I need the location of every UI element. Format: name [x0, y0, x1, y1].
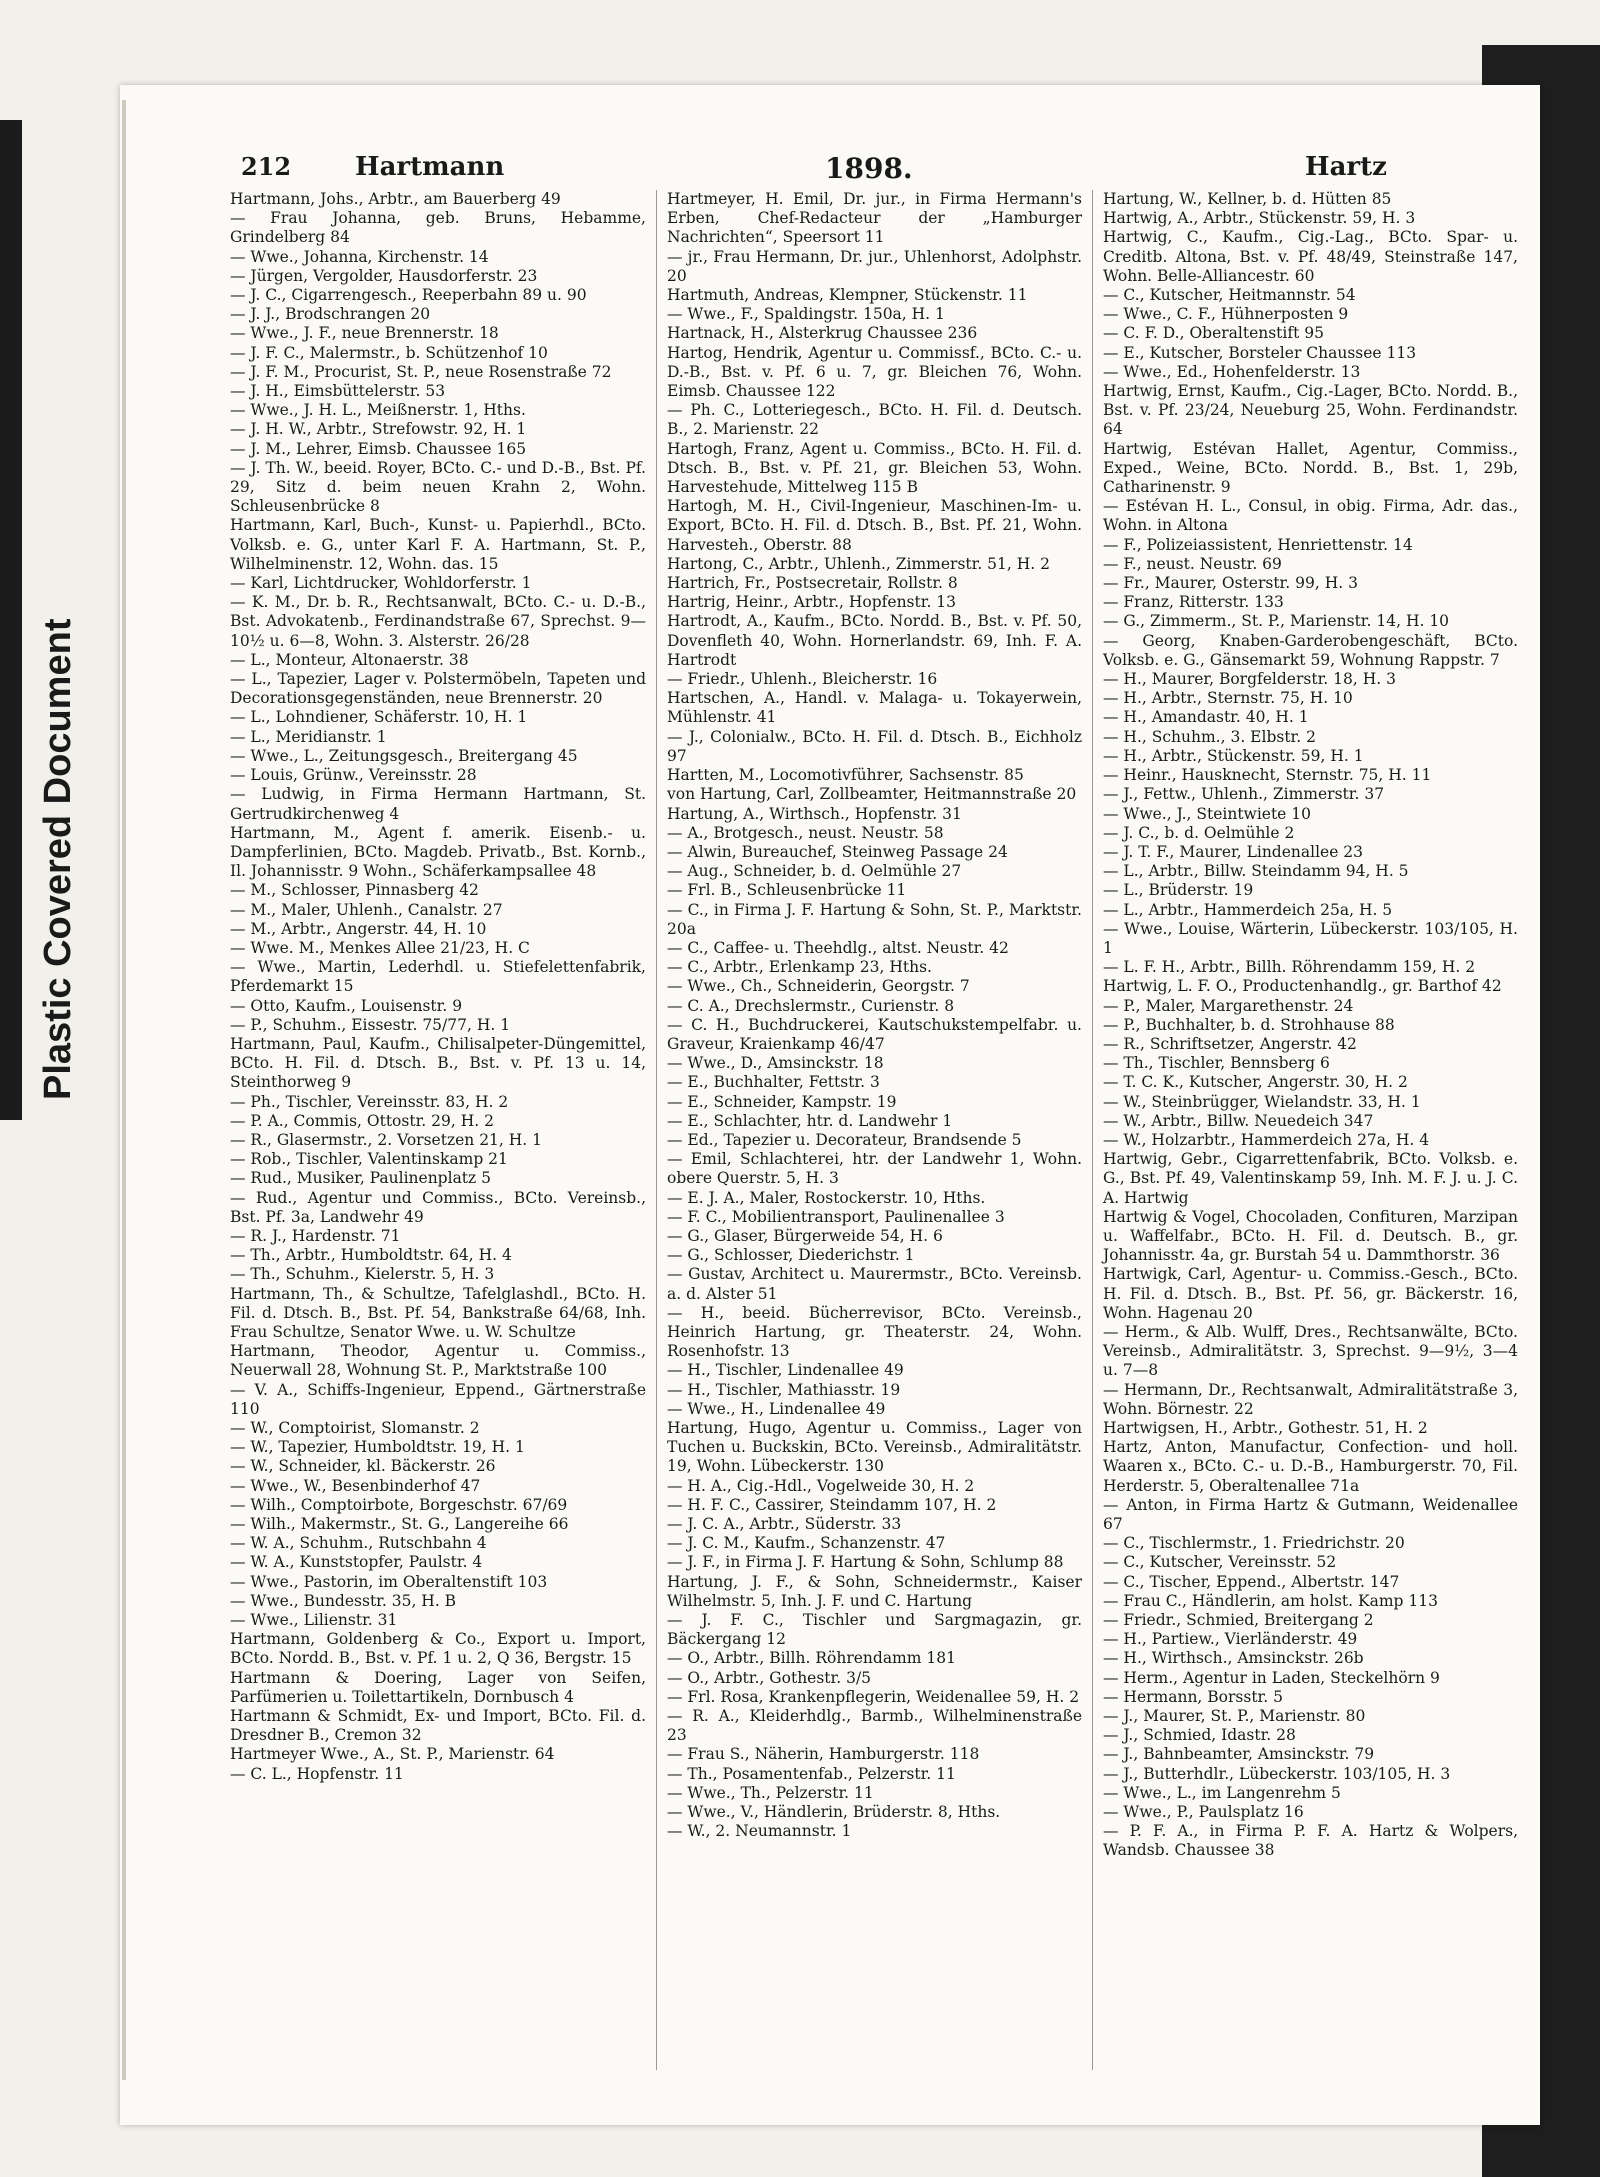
directory-columns — [220, 190, 1530, 2070]
directory-entry: — F., neust. Neustr. 69 — [1103, 554, 1282, 573]
page-edge — [122, 100, 126, 2080]
directory-entry: — Rob., Tischler, Valentinskamp 21 — [230, 1150, 508, 1169]
directory-entry: — J. T. F., Maurer, Lindenallee 23 — [1103, 842, 1364, 861]
directory-entry: — Frl. Rosa, Krankenpflegerin, Weidenallee 59, H. 2 — [667, 1687, 1080, 1706]
directory-entry: — H., Maurer, Borgfelderstr. 18, H. 3 — [1103, 670, 1396, 689]
directory-entry: — P. F. A., in Firma P. F. A. Hartz & Wolpers, Wandsb. Chaussee 38 — [1103, 1822, 1518, 1860]
directory-entry: — W., Steinbrügger, Wielandstr. 33, H. 1 — [1103, 1092, 1421, 1111]
directory-entry: — R., Schriftsetzer, Angerstr. 42 — [1103, 1034, 1357, 1053]
directory-entry: — J. J., Brodschrangen 20 — [230, 305, 431, 324]
directory-entry: — Wwe., Ed., Hohenfelderstr. 13 — [1103, 362, 1361, 381]
directory-entry: — C., Arbtr., Erlenkamp 23, Hths. — [667, 958, 932, 977]
directory-entry: Hartung, W., Kellner, b. d. Hütten 85 — [1103, 190, 1392, 208]
directory-entry: — G., Zimmerm., St. P., Marienstr. 14, H. 10 — [1103, 612, 1450, 631]
directory-entry: — J. C. A., Arbtr., Süderstr. 33 — [667, 1515, 902, 1534]
directory-entry: Hartwig & Vogel, Chocoladen, Confituren, Marzipan u. Waffelfabr., BCto. H. Fil. d. Deutsch. B., gr. Johannisstr. 4a, gr. Burstah 54 u. Dammthorstr. 36 — [1103, 1207, 1518, 1265]
directory-entry: — O., Arbtr., Billh. Röhrendamm 181 — [667, 1649, 956, 1668]
directory-entry: Hartrig, Heinr., Arbtr., Hopfenstr. 13 — [667, 593, 957, 612]
directory-entry: — R., Glasermstr., 2. Vorsetzen 21, H. 1 — [230, 1130, 543, 1149]
directory-entry: — Wwe., Lilienstr. 31 — [230, 1611, 398, 1630]
directory-entry: — F., Polizeiassistent, Henriettenstr. 14 — [1103, 535, 1413, 554]
directory-entry: — Th., Posamentenfab., Pelzerstr. 11 — [667, 1764, 956, 1783]
directory-entry: Hartmeyer Wwe., A., St. P., Marienstr. 64 — [230, 1745, 555, 1764]
directory-entry: — L. F. H., Arbtr., Billh. Röhrendamm 159, H. 2 — [1103, 958, 1476, 977]
directory-entry: Hartwig, C., Kaufm., Cig.-Lag., BCto. Spar- u. Creditb. Altona, Bst. v. Pf. 48/49, Steinstraße 147, Wohn. Belle-Alliancestr. 60 — [1103, 228, 1518, 285]
column-right — [1092, 190, 1528, 2070]
directory-entry: Hartwig, L. F. O., Productenhandlg., gr. Barthof 42 — [1103, 977, 1502, 996]
directory-entry: — J. C., b. d. Oelmühle 2 — [1103, 823, 1295, 842]
directory-entry: — Wwe., J. F., neue Brennerstr. 18 — [230, 324, 499, 343]
directory-entry: — C. F. D., Oberaltenstift 95 — [1103, 324, 1324, 343]
directory-entry: — Herm., Agentur in Laden, Steckelhörn 9 — [1103, 1668, 1440, 1687]
directory-entry: — Herm., & Alb. Wulff, Dres., Rechtsanwälte, BCto. Vereinsb., Admiralitätstr. 3, Sprechst. 9—9½, 3—4 u. 7—8 — [1103, 1322, 1518, 1380]
directory-entry: — Ph., Tischler, Vereinsstr. 83, H. 2 — [230, 1092, 509, 1111]
directory-entry: — Friedr., Schmied, Breitergang 2 — [1103, 1611, 1374, 1630]
directory-entry: — J., Colonialw., BCto. H. Fil. d. Dtsch. B., Eichholz 97 — [667, 727, 1082, 765]
directory-entry: — Jürgen, Vergolder, Hausdorferstr. 23 — [230, 266, 538, 285]
directory-entry: — Heinr., Hausknecht, Sternstr. 75, H. 11 — [1103, 766, 1432, 785]
directory-entry: Hartmann, Karl, Buch-, Kunst- u. Papierhdl., BCto. Volksb. e. G., unter Karl F. A. Hartmann, St. P., Wilhelminenstr. 12, Wohn. das. 15 — [230, 516, 646, 573]
directory-entry: — Hermann, Dr., Rechtsanwalt, Admiralitätstraße 3, Wohn. Börnestr. 22 — [1103, 1380, 1518, 1418]
left-running-head: Hartmann — [355, 152, 505, 182]
directory-entry: — C., Caffee- u. Theehdlg., altst. Neustr. 42 — [667, 938, 1009, 957]
directory-entry: — J., Bahnbeamter, Amsinckstr. 79 — [1103, 1745, 1375, 1764]
directory-entry: — W., Comptoirist, Slomanstr. 2 — [230, 1419, 480, 1437]
directory-entry: — Wilh., Makermstr., St. G., Langereihe 66 — [230, 1515, 569, 1534]
directory-entry: — H. F. C., Cassirer, Steindamm 107, H. 2 — [667, 1495, 997, 1514]
directory-entry: — J. H., Eimsbüttelerstr. 53 — [230, 382, 446, 401]
directory-entry: Hartung, Hugo, Agentur u. Commiss., Lager von Tuchen u. Buckskin, BCto. Vereinsb., Admiralitätstr. 19, Wohn. Lübeckerstr. 130 — [667, 1419, 1082, 1476]
directory-entry: — T. C. K., Kutscher, Angerstr. 30, H. 2 — [1103, 1073, 1408, 1092]
directory-entry: Hartogh, Franz, Agent u. Commiss., BCto. H. Fil. d. Dtsch. B., Bst. v. Pf. 21, gr. Bleichen 53, Wohn. Harvestehude, Mittelweg 115 B — [667, 439, 1082, 497]
directory-entry: — W. A., Schuhm., Rutschbahn 4 — [230, 1534, 487, 1553]
side-label-band — [0, 120, 22, 1120]
directory-entry: Hartmann, Goldenberg & Co., Export u. Import, BCto. Nordd. B., Bst. v. Pf. 1 u. 2, Q 36, Bergstr. 15 — [230, 1630, 646, 1668]
directory-entry: — J. H. W., Arbtr., Strefowstr. 92, H. 1 — [230, 420, 527, 439]
directory-entry: — Aug., Schneider, b. d. Oelmühle 27 — [667, 862, 962, 881]
directory-entry: — Karl, Lichtdrucker, Wohldorferstr. 1 — [230, 574, 532, 593]
directory-entry: Hartwig, Ernst, Kaufm., Cig.-Lager, BCto. Nordd. B., Bst. v. Pf. 23/24, Neueburg 25, Wohn. Ferdinandstr. 64 — [1103, 382, 1518, 439]
directory-entry: Hartmann, Theodor, Agentur u. Commiss., Neuerwall 28, Wohnung St. P., Marktstraße 100 — [230, 1342, 646, 1380]
directory-entry: — R. A., Kleiderhdlg., Barmb., Wilhelminenstraße 23 — [667, 1707, 1082, 1745]
directory-entry: — L., Tapezier, Lager v. Polstermöbeln, Tapeten und Decorationsgegenständen, neue Brennerstr. 20 — [230, 670, 646, 708]
directory-entry: — C., Kutscher, Vereinsstr. 52 — [1103, 1553, 1337, 1572]
directory-entry: — Otto, Kaufm., Louisenstr. 9 — [230, 996, 463, 1015]
directory-entry: — K. M., Dr. b. R., Rechtsanwalt, BCto. C.- u. D.-B., Bst. Advokatenb., Ferdinandstraße 67, Sprechst. 9—10½ u. 6—8, Wohn. 3. Alsterstr. 26/28 — [230, 593, 646, 650]
column-left — [220, 190, 656, 2070]
side-label-text: Plastic Covered Document — [37, 618, 79, 1100]
directory-entry: — P., Buchhalter, b. d. Strohhause 88 — [1103, 1015, 1395, 1034]
directory-entry: — C., in Firma J. F. Hartung & Sohn, St. P., Marktstr. 20a — [667, 900, 1082, 938]
directory-entry: Hartung, A., Wirthsch., Hopfenstr. 31 — [667, 804, 962, 823]
directory-entry: Hartwig, A., Arbtr., Stückenstr. 59, H. 3 — [1103, 209, 1416, 228]
directory-entry: — M., Schlosser, Pinnasberg 42 — [230, 881, 479, 900]
directory-entry: — Anton, in Firma Hartz & Gutmann, Weidenallee 67 — [1103, 1495, 1518, 1534]
directory-entry: — J. F. M., Procurist, St. P., neue Rosenstraße 72 — [230, 362, 612, 381]
directory-entry: — Rud., Agentur und Commiss., BCto. Vereinsb., Bst. Pf. 3a, Landwehr 49 — [230, 1188, 646, 1226]
directory-entry: — Wwe. M., Menkes Allee 21/23, H. C — [230, 938, 530, 957]
directory-entry: — J., Fettw., Uhlenh., Zimmerstr. 37 — [1103, 785, 1385, 804]
directory-entry: Hartmeyer, H. Emil, Dr. jur., in Firma Hermann's Erben, Chef-Redacteur der „Hamburger Nachrichten“, Speersort 11 — [667, 190, 1082, 247]
directory-entry: — Th., Tischler, Bennsberg 6 — [1103, 1054, 1330, 1073]
directory-entry: — Wwe., Th., Pelzerstr. 11 — [667, 1783, 874, 1802]
directory-entry: — J. F., in Firma J. F. Hartung & Sohn, Schlump 88 — [667, 1553, 1064, 1572]
directory-entry: — L., Arbtr., Hammerdeich 25a, H. 5 — [1103, 900, 1393, 919]
directory-entry: — L., Monteur, Altonaerstr. 38 — [230, 650, 469, 669]
directory-entry: Hartmann, Th., & Schultze, Tafelglashdl., BCto. H. Fil. d. Dtsch. B., Bst. Pf. 54, Bankstraße 64/68, Inh. Frau Schultze, Senator Wwe. u. W. Schultze — [230, 1284, 646, 1341]
directory-entry: — W., 2. Neumannstr. 1 — [667, 1822, 852, 1841]
directory-entry: — J., Butterhdlr., Lübeckerstr. 103/105, H. 3 — [1103, 1764, 1451, 1783]
directory-entry: — E., Buchhalter, Fettstr. 3 — [667, 1073, 880, 1092]
directory-entry: — Wilh., Comptoirbote, Borgeschstr. 67/69 — [230, 1495, 568, 1514]
directory-entry: Hartmann, M., Agent f. amerik. Eisenb.- u. Dampferlinien, BCto. Magdeb. Privatb., Bst. Kornb., Il. Johannisstr. 9 Wohn., Schäferkampsallee 48 — [230, 823, 646, 881]
directory-entry: — Rud., Musiker, Paulinenplatz 5 — [230, 1169, 491, 1188]
directory-entry: Hartz, Anton, Manufactur, Confection- und holl. Waaren x., BCto. C.- u. D.-B., Hamburgerstr. 70, Fil. Herderstr. 5, Oberaltenallee 71a — [1103, 1438, 1518, 1495]
directory-entry: — Hermann, Borsstr. 5 — [1103, 1687, 1283, 1706]
directory-entry: Hartog, Hendrik, Agentur u. Commissf., BCto. C.- u. D.-B., Bst. v. Pf. 6 u. 7, gr. Bleichen 76, Wohn. Eimsb. Chaussee 122 — [667, 343, 1082, 401]
directory-entry: von Hartung, Carl, Zollbeamter, Heitmannstraße 20 — [667, 785, 1077, 804]
directory-entry: — Wwe., D., Amsinckstr. 18 — [667, 1054, 884, 1073]
directory-entry: — C. A., Drechslermstr., Curienstr. 8 — [667, 996, 955, 1015]
directory-entry: — Wwe., W., Besenbinderhof 47 — [230, 1476, 481, 1495]
directory-entry: — Friedr., Uhlenh., Bleicherstr. 16 — [667, 670, 938, 689]
directory-entry: — E., Schlachter, htr. d. Landwehr 1 — [667, 1111, 953, 1130]
directory-entry: Hartwig, Gebr., Cigarrettenfabrik, BCto. Volksb. e. G., Bst. Pf. 49, Valentinskamp 59, Inh. M. F. J. u. J. C. A. Hartwig — [1103, 1150, 1518, 1207]
directory-entry: — H., Arbtr., Sternstr. 75, H. 10 — [1103, 689, 1353, 708]
directory-entry: — Wwe., Johanna, Kirchenstr. 14 — [230, 247, 489, 266]
directory-entry: — H., Tischler, Lindenallee 49 — [667, 1361, 904, 1380]
directory-entry: — Emil, Schlachterei, htr. der Landwehr 1, Wohn. obere Querstr. 5, H. 3 — [667, 1150, 1082, 1188]
directory-entry: — J. F. C., Malermstr., b. Schützenhof 10 — [230, 343, 548, 362]
directory-entry: — J., Schmied, Idastr. 28 — [1103, 1726, 1296, 1745]
directory-entry: — J. Th. W., beeid. Royer, BCto. C.- und D.-B., Bst. Pf. 29, Sitz d. beim neuen Krahn 2, Wohn. Schleusenbrücke 8 — [230, 458, 646, 516]
directory-entry: Hartwigsen, H., Arbtr., Gothestr. 51, H. 2 — [1103, 1419, 1428, 1437]
directory-entry: — H. A., Cig.-Hdl., Vogelweide 30, H. 2 — [667, 1476, 975, 1495]
directory-entry: Hartmann, Paul, Kaufm., Chilisalpeter-Düngemittel, BCto. H. Fil. d. Dtsch. B., Bst. v. Pf. 13 u. 14, Steinthorweg 9 — [230, 1034, 646, 1092]
directory-entry: — G., Schlosser, Diederichstr. 1 — [667, 1246, 915, 1265]
directory-entry: — C., Tischlermstr., 1. Friedrichstr. 20 — [1103, 1534, 1405, 1553]
directory-entry: Hartten, M., Locomotivführer, Sachsenstr. 85 — [667, 766, 1024, 785]
directory-entry: — Wwe., J. H. L., Meißnerstr. 1, Hths. — [230, 401, 526, 420]
directory-entry: — J., Maurer, St. P., Marienstr. 80 — [1103, 1707, 1366, 1726]
directory-entry: — P., Maler, Margarethenstr. 24 — [1103, 996, 1354, 1015]
directory-entry: — Estévan H. L., Consul, in obig. Firma, Adr. das., Wohn. in Altona — [1103, 497, 1518, 535]
directory-entry: Hartung, J. F., & Sohn, Schneidermstr., Kaiser Wilhelmstr. 5, Inh. J. F. und C. Hartung — [667, 1572, 1082, 1610]
directory-entry: — Alwin, Bureauchef, Steinweg Passage 24 — [667, 842, 1008, 861]
directory-entry: — Louis, Grünw., Vereinsstr. 28 — [230, 766, 477, 785]
directory-entry: — Wwe., C. F., Hühnerposten 9 — [1103, 305, 1349, 324]
directory-entry: Hartmann & Doering, Lager von Seifen, Parfümerien u. Toilettartikeln, Dornbusch 4 — [230, 1668, 646, 1706]
directory-entry: — P. A., Commis, Ottostr. 29, H. 2 — [230, 1111, 494, 1130]
directory-entry: — Wwe., H., Lindenallee 49 — [667, 1399, 886, 1418]
directory-entry: — C., Tischer, Eppend., Albertstr. 147 — [1103, 1572, 1400, 1591]
directory-entry: — C. H., Buchdruckerei, Kautschukstempelfabr. u. Graveur, Kraienkamp 46/47 — [667, 1015, 1082, 1053]
directory-entry: — G., Glaser, Bürgerweide 54, H. 6 — [667, 1226, 943, 1245]
directory-entry: — Wwe., J., Steintwiete 10 — [1103, 804, 1312, 823]
directory-entry: — Gustav, Architect u. Maurermstr., BCto. Vereinsb. a. d. Alster 51 — [667, 1265, 1082, 1303]
directory-entry: — Wwe., L., Zeitungsgesch., Breitergang 45 — [230, 746, 578, 765]
directory-entry: — W., Arbtr., Billw. Neuedeich 347 — [1103, 1111, 1374, 1130]
directory-entry: Hartmann & Schmidt, Ex- und Import, BCto. Fil. d. Dresdner B., Cremon 32 — [230, 1707, 646, 1745]
page-header — [135, 152, 1525, 188]
directory-entry: — Wwe., Martin, Lederhdl. u. Stiefelettenfabrik, Pferdemarkt 15 — [230, 958, 646, 996]
directory-entry: — R. J., Hardenstr. 71 — [230, 1226, 401, 1245]
directory-entry: — jr., Frau Hermann, Dr. jur., Uhlenhorst, Adolphstr. 20 — [667, 247, 1082, 285]
directory-entry: — J. F. C., Tischler und Sargmagazin, gr. Bäckergang 12 — [667, 1611, 1082, 1649]
directory-entry: Hartnack, H., Alsterkrug Chaussee 236 — [667, 324, 978, 343]
directory-entry: — L., Lohndiener, Schäferstr. 10, H. 1 — [230, 708, 528, 727]
directory-entry: — H., Schuhm., 3. Elbstr. 2 — [1103, 727, 1316, 746]
directory-entry: Hartmuth, Andreas, Klempner, Stückenstr. 11 — [667, 286, 1028, 305]
directory-entry: — M., Arbtr., Angerstr. 44, H. 10 — [230, 919, 487, 938]
directory-entry: — Georg, Knaben-Garderobengeschäft, BCto. Volksb. e. G., Gänsemarkt 59, Wohnung Rappstr. 7 — [1103, 631, 1518, 669]
directory-entry: — H., beeid. Bücherrevisor, BCto. Vereinsb., Heinrich Hartung, gr. Theaterstr. 24, Wohn. Rosenhofstr. 13 — [667, 1303, 1082, 1361]
directory-entry: — H., Tischler, Mathiasstr. 19 — [667, 1380, 901, 1399]
directory-entry: — L., Meridianstr. 1 — [230, 727, 387, 746]
directory-entry: — Franz, Ritterstr. 133 — [1103, 593, 1284, 612]
directory-entry: — C., Kutscher, Heitmannstr. 54 — [1103, 286, 1356, 305]
directory-entry: Hartrodt, A., Kaufm., BCto. Nordd. B., Bst. v. Pf. 50, Dovenfleth 40, Wohn. Hornerlandstr. 69, Inh. F. A. Hartrodt — [667, 612, 1082, 669]
side-label — [0, 120, 110, 1120]
directory-entry: — Wwe., Pastorin, im Oberaltenstift 103 — [230, 1572, 548, 1591]
directory-entry: — A., Brotgesch., neust. Neustr. 58 — [667, 823, 944, 842]
directory-entry: — W., Tapezier, Humboldtstr. 19, H. 1 — [230, 1438, 525, 1457]
page-number: 212 — [241, 152, 292, 181]
column-middle — [656, 190, 1092, 2070]
directory-entry: — M., Maler, Uhlenh., Canalstr. 27 — [230, 900, 503, 919]
directory-entry: — Fr., Maurer, Osterstr. 99, H. 3 — [1103, 574, 1358, 593]
directory-entry: — Wwe., V., Händlerin, Brüderstr. 8, Hths. — [667, 1803, 1001, 1822]
directory-entry: — Th., Arbtr., Humboldtstr. 64, H. 4 — [230, 1246, 512, 1265]
directory-entry: — J. C., Cigarrengesch., Reeperbahn 89 u. 90 — [230, 286, 587, 305]
directory-entry: — W., Schneider, kl. Bäckerstr. 26 — [230, 1457, 496, 1476]
directory-entry: — V. A., Schiffs-Ingenieur, Eppend., Gärtnerstraße 110 — [230, 1380, 646, 1418]
directory-entry: — J. C. M., Kaufm., Schanzenstr. 47 — [667, 1534, 946, 1553]
directory-entry: Hartwig, Estévan Hallet, Agentur, Commiss., Exped., Weine, BCto. Nordd. B., Bst. 1, 29b, Catharinenstr. 9 — [1103, 439, 1518, 497]
directory-entry: — Frau S., Näherin, Hamburgerstr. 118 — [667, 1745, 980, 1764]
directory-entry: — Frl. B., Schleusenbrücke 11 — [667, 881, 907, 900]
directory-entry: Hartogh, M. H., Civil-Ingenieur, Maschinen-Im- u. Export, BCto. H. Fil. d. Dtsch. B., Bst. Pf. 21, Wohn. Harvesteh., Oberstr. 88 — [667, 497, 1082, 554]
directory-entry: — Wwe., Louise, Wärterin, Lübeckerstr. 103/105, H. 1 — [1103, 919, 1518, 957]
directory-entry: — Ph. C., Lotteriegesch., BCto. H. Fil. d. Deutsch. B., 2. Marienstr. 22 — [667, 401, 1082, 439]
directory-entry: — Wwe., P., Paulsplatz 16 — [1103, 1803, 1304, 1822]
directory-entry: — Ludwig, in Firma Hermann Hartmann, St. Gertrudkirchenweg 4 — [230, 785, 646, 823]
directory-entry: — H., Amandastr. 40, H. 1 — [1103, 708, 1309, 727]
directory-entry: — H., Partiew., Vierländerstr. 49 — [1103, 1630, 1358, 1649]
directory-entry: — E., Schneider, Kampstr. 19 — [667, 1092, 897, 1111]
directory-entry: — Wwe., Bundesstr. 35, H. B — [230, 1591, 457, 1610]
directory-entry: — P., Schuhm., Eissestr. 75/77, H. 1 — [230, 1015, 511, 1034]
directory-entry: Hartmann, Johs., Arbtr., am Bauerberg 49 — [230, 190, 561, 208]
directory-entry: — H., Arbtr., Stückenstr. 59, H. 1 — [1103, 746, 1364, 765]
directory-entry: — L., Arbtr., Billw. Steindamm 94, H. 5 — [1103, 862, 1409, 881]
directory-entry: — L., Brüderstr. 19 — [1103, 881, 1254, 900]
year-heading: 1898. — [825, 152, 913, 185]
directory-entry: — O., Arbtr., Gothestr. 3/5 — [667, 1668, 872, 1687]
directory-entry: — E., Kutscher, Borsteler Chaussee 113 — [1103, 343, 1417, 362]
directory-entry: — Wwe., Ch., Schneiderin, Georgstr. 7 — [667, 977, 970, 996]
directory-entry: — Wwe., F., Spaldingstr. 150a, H. 1 — [667, 305, 945, 324]
directory-entry: Hartschen, A., Handl. v. Malaga- u. Tokayerwein, Mühlenstr. 41 — [667, 689, 1082, 727]
directory-entry: — J. M., Lehrer, Eimsb. Chaussee 165 — [230, 439, 527, 458]
directory-entry: — Th., Schuhm., Kielerstr. 5, H. 3 — [230, 1265, 495, 1284]
directory-entry: Hartrich, Fr., Postsecretair, Rollstr. 8 — [667, 574, 958, 593]
directory-entry: — H., Wirthsch., Amsinckstr. 26b — [1103, 1649, 1364, 1668]
directory-entry: — W. A., Kunststopfer, Paulstr. 4 — [230, 1553, 483, 1572]
right-running-head: Hartz — [1305, 152, 1387, 182]
directory-entry: — W., Holzarbtr., Hammerdeich 27a, H. 4 — [1103, 1130, 1430, 1149]
directory-entry: — Wwe., L., im Langenrehm 5 — [1103, 1783, 1341, 1802]
directory-entry: Hartong, C., Arbtr., Uhlenh., Zimmerstr. 51, H. 2 — [667, 554, 1050, 573]
directory-entry: — Ed., Tapezier u. Decorateur, Brandsende 5 — [667, 1130, 1022, 1149]
directory-entry: — Frau Johanna, geb. Bruns, Hebamme, Grindelberg 84 — [230, 209, 646, 247]
directory-entry: — E. J. A., Maler, Rostockerstr. 10, Hths. — [667, 1188, 986, 1207]
directory-entry: — C. L., Hopfenstr. 11 — [230, 1764, 404, 1783]
directory-entry: — F. C., Mobilientransport, Paulinenallee 3 — [667, 1207, 1005, 1226]
directory-entry: — Frau C., Händlerin, am holst. Kamp 113 — [1103, 1591, 1438, 1610]
directory-entry: Hartwigk, Carl, Agentur- u. Commiss.-Gesch., BCto. H. Fil. d. Dtsch. B., Bst. Pf. 56, gr. Bäckerstr. 16, Wohn. Hagenau 20 — [1103, 1265, 1518, 1322]
